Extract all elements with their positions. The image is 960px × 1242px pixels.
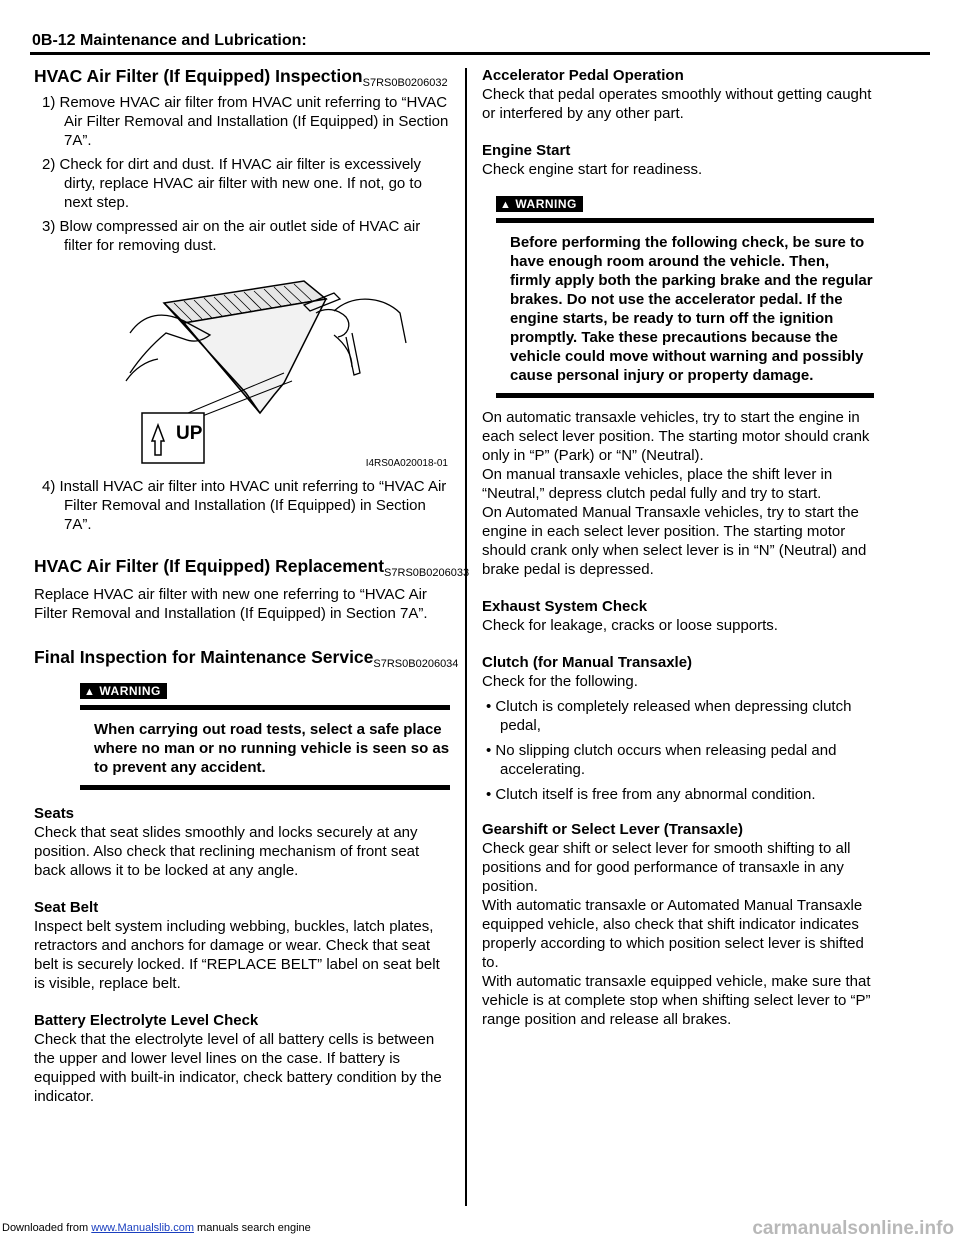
paragraph: Check that pedal operates smoothly without getting caught or interfered by any other part.	[482, 86, 872, 122]
paragraph: Check that the electrolyte level of all battery cells is between the upper and lower level lines on the case. If battery is equipped with built-in indicator, check battery condition by the indicator.	[34, 1031, 442, 1105]
subheading: Seat Belt	[34, 899, 99, 916]
warning-box	[496, 195, 874, 398]
list-item: • Clutch is completely released when depressing clutch pedal,	[486, 698, 852, 734]
manualslib-link[interactable]: www.Manualslib.com	[91, 1222, 194, 1234]
warning-text: When carrying out road tests, select a safe place where no man or no running vehicle is seen so as to prevent any accident.	[94, 721, 450, 776]
clutch-check-list	[482, 697, 874, 804]
warning-bottom-bar	[496, 393, 874, 398]
warning-label: WARNING	[515, 197, 577, 211]
warning-top-bar	[80, 705, 450, 710]
paragraph: On Automated Manual Transaxle vehicles, try to start the engine in each select lever position. The starting motor should crank only when select lever is in “N” (Neutral) and brake pedal is depressed.	[482, 504, 867, 578]
warning-icon: ▲	[84, 686, 96, 698]
warning-badge	[80, 683, 167, 699]
section-heading	[34, 556, 470, 579]
subheading: Gearshift or Select Lever (Transaxle)	[482, 821, 743, 838]
section-heading	[34, 647, 459, 670]
paragraph: Inspect belt system including webbing, buckles, latch plates, retractors and anchors for damage or wear. Check that seat belt is securely locked. If “REPLACE BELT” label on seat belt is visible, replace belt.	[34, 918, 440, 992]
footer-prefix: Downloaded from	[2, 1222, 92, 1234]
subheading: Engine Start	[482, 142, 571, 159]
warning-top-bar	[496, 218, 874, 223]
left-column	[34, 66, 470, 1106]
step-list	[34, 477, 450, 534]
header-rule	[30, 52, 930, 55]
site-watermark: carmanualsonline.info	[752, 1218, 954, 1239]
subheading: Seats	[34, 805, 75, 822]
step-item: 1) Remove HVAC air filter from HVAC unit referring to “HVAC Air Filter Removal and Installation (If Equipped) in Section 7A”.	[42, 94, 449, 149]
right-column	[482, 66, 874, 1029]
warning-icon: ▲	[500, 199, 512, 211]
section-code: S7RS0B0206033	[384, 567, 470, 579]
paragraph: On manual transaxle vehicles, place the shift lever in “Neutral,” depress clutch pedal fully and try to start.	[482, 466, 833, 502]
download-footer	[2, 1222, 311, 1234]
section-heading	[34, 66, 450, 89]
list-item: • No slipping clutch occurs when releasing pedal and accelerating.	[486, 742, 837, 778]
paragraph: On automatic transaxle vehicles, try to start the engine in each select lever position. The starting motor should crank only in “P” (Park) or “N” (Neutral).	[482, 409, 870, 464]
paragraph: Check for leakage, cracks or loose supports.	[482, 617, 778, 634]
list-item: • Clutch itself is free from any abnormal condition.	[486, 786, 816, 803]
subheading: Clutch (for Manual Transaxle)	[482, 654, 693, 671]
paragraph: Check gear shift or select lever for smooth shifting to all positions and for good performance of transaxle in any position.	[482, 840, 851, 895]
column-divider	[465, 68, 467, 1206]
paragraph: With automatic transaxle equipped vehicle, make sure that vehicle is at complete stop when shifting select lever to “P” range position and release all brakes.	[482, 973, 871, 1028]
warning-box	[80, 682, 450, 790]
page-title: 0B-12 Maintenance and Lubrication:	[32, 32, 307, 49]
warning-label: WARNING	[99, 684, 161, 698]
step-item: 3) Blow compressed air on the air outlet side of HVAC air filter for removing dust.	[42, 218, 421, 254]
hvac-filter-figure	[34, 263, 450, 473]
warning-text: Before performing the following check, be sure to have enough room around the vehicle. Then, firmly apply both the parking brake and the regular brakes. Do not use the accelerator pedal. If the engine starts, be ready to turn off the ignition promptly. Take these precautions because the vehicle could move without warning and possibly cause personal injury or property damage.	[510, 234, 873, 384]
list-item-text: Clutch is completely released when depressing clutch pedal,	[495, 698, 852, 734]
section-title: Final Inspection for Maintenance Service	[34, 647, 374, 667]
section-code: S7RS0B0206032	[362, 77, 448, 89]
warning-badge	[496, 196, 583, 212]
section-title: HVAC Air Filter (If Equipped) Inspection	[34, 66, 363, 86]
subheading: Exhaust System Check	[482, 598, 648, 615]
figure-caption: I4RS0A020018-01	[365, 458, 448, 469]
step-item: 4) Install HVAC air filter into HVAC unit referring to “HVAC Air Filter Removal and Installation (If Equipped) in Section 7A”.	[42, 478, 447, 533]
section-title: HVAC Air Filter (If Equipped) Replacement	[34, 556, 385, 576]
step-list	[34, 93, 450, 255]
list-item-text: No slipping clutch occurs when releasing pedal and accelerating.	[495, 742, 837, 778]
footer-suffix: manuals search engine	[193, 1222, 311, 1234]
page-header	[30, 28, 930, 54]
paragraph: Replace HVAC air filter with new one referring to “HVAC Air Filter Removal and Installation (If Equipped) in Section 7A”.	[34, 586, 428, 622]
subheading: Accelerator Pedal Operation	[482, 67, 684, 84]
paragraph: Check that seat slides smoothly and locks securely at any position. Also check that reclining mechanism of front seat back allows it to be locked at any angle.	[34, 824, 420, 879]
hvac-filter-illustration	[34, 263, 450, 473]
paragraph: Check for the following.	[482, 673, 638, 690]
list-item-text: Clutch itself is free from any abnormal condition.	[495, 786, 816, 803]
up-label: UP	[176, 423, 203, 444]
warning-bottom-bar	[80, 785, 450, 790]
paragraph: With automatic transaxle or Automated Manual Transaxle equipped vehicle, also check that shift indicator indicates properly according to which position select lever is shifted to.	[482, 897, 864, 971]
subheading: Battery Electrolyte Level Check	[34, 1012, 259, 1029]
paragraph: Check engine start for readiness.	[482, 161, 703, 178]
step-item: 2) Check for dirt and dust. If HVAC air filter is excessively dirty, replace HVAC air filter with new one. If not, go to next step.	[42, 156, 422, 211]
section-code: S7RS0B0206034	[373, 658, 459, 670]
